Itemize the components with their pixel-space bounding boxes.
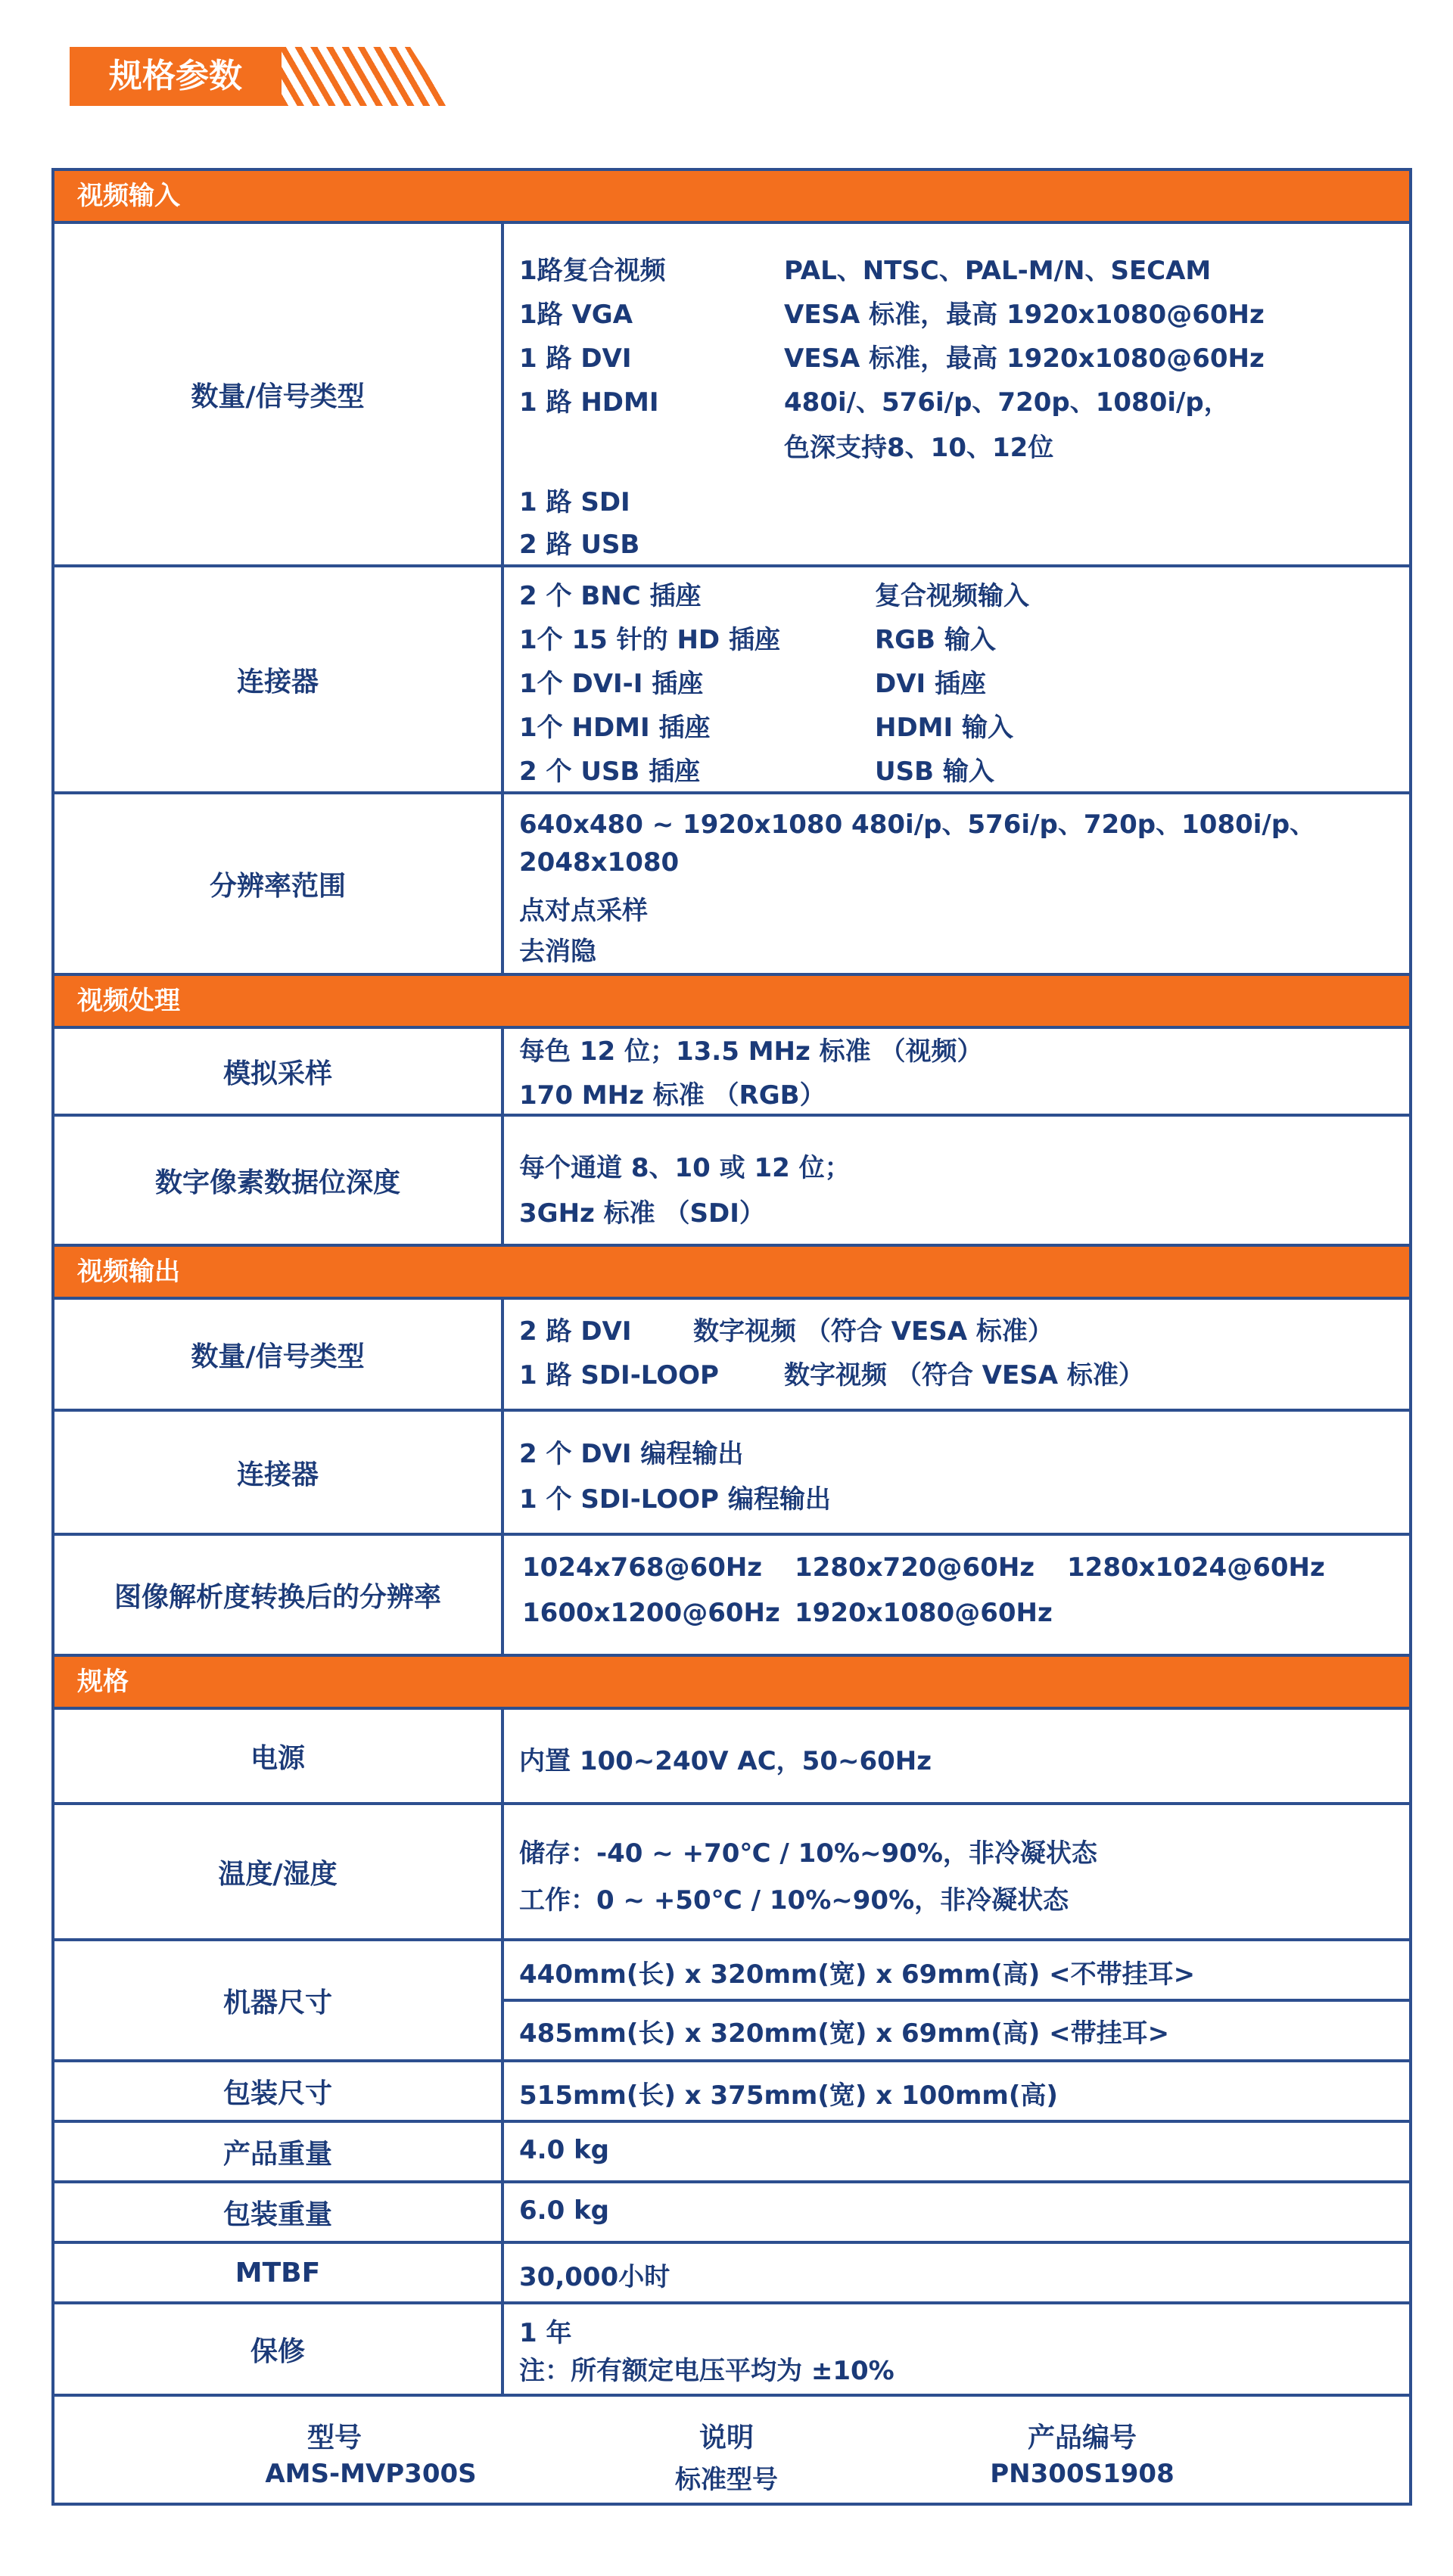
row-value bbox=[504, 1536, 1409, 1654]
row-value bbox=[504, 1710, 1409, 1802]
temp-line: 储存：-40 ~ +70℃ / 10%~90%，非冷凝状态 bbox=[519, 1838, 1097, 1869]
footer-header: 型号 bbox=[306, 2422, 362, 2453]
footer-header: 产品编号 bbox=[1027, 2422, 1137, 2453]
page-title: 规格参数 bbox=[70, 47, 282, 106]
output-connector-line: 2 个 DVI 编程输出 bbox=[519, 1439, 744, 1469]
scaled-resolution-item: 1600x1200@60Hz bbox=[522, 1598, 780, 1628]
row-value bbox=[504, 1117, 1409, 1244]
scaled-resolution-item: 1280x1024@60Hz bbox=[1067, 1552, 1325, 1583]
row-label: 数量/信号类型 bbox=[54, 224, 504, 564]
row-value bbox=[504, 2304, 1409, 2394]
section-header-video-processing: 视频处理 bbox=[54, 976, 1409, 1029]
row-label: 模拟采样 bbox=[54, 1029, 504, 1114]
row-label: 包装重量 bbox=[54, 2183, 504, 2241]
row-scaled-resolution bbox=[54, 1536, 1409, 1657]
row-label: 连接器 bbox=[54, 567, 504, 791]
title-stripes-decoration bbox=[282, 47, 448, 106]
input-signal-left: 2 路 USB bbox=[519, 530, 640, 560]
size-cell bbox=[504, 1941, 1409, 1999]
input-signal-right: 色深支持8、10、12位 bbox=[784, 433, 1054, 463]
row-label: 保修 bbox=[54, 2304, 504, 2394]
row-value bbox=[504, 2123, 1409, 2180]
row-pack-weight bbox=[54, 2183, 1409, 2244]
row-label: 数字像素数据位深度 bbox=[54, 1117, 504, 1244]
size-line: 485mm(长) x 320mm(宽) x 69mm(高) <带挂耳> bbox=[519, 2018, 1170, 2049]
pack-weight-value: 6.0 kg bbox=[519, 2195, 610, 2226]
scaled-resolution-item: 1024x768@60Hz bbox=[522, 1552, 763, 1583]
warranty-line: 1 年 bbox=[519, 2318, 572, 2348]
input-connector-right: RGB 输入 bbox=[875, 625, 996, 655]
output-signal-type: 2 路 DVI bbox=[519, 1316, 632, 1347]
input-signal-right: VESA 标准，最高 1920x1080@60Hz bbox=[784, 300, 1265, 330]
section-header-video-input: 视频输入 bbox=[54, 171, 1409, 224]
row-value bbox=[504, 1029, 1409, 1114]
row-value bbox=[504, 1300, 1409, 1409]
row-mtbf bbox=[54, 2244, 1409, 2304]
page-header bbox=[70, 47, 433, 106]
input-signal-right: PAL、NTSC、PAL-M/N、SECAM bbox=[784, 256, 1212, 286]
row-warranty bbox=[54, 2304, 1409, 2397]
input-signal-left: 1 路 DVI bbox=[519, 343, 632, 374]
footer-value: PN300S1908 bbox=[990, 2459, 1175, 2489]
input-resolution-line: 点对点采样 bbox=[519, 896, 648, 926]
output-signal-desc: 数字视频 （符合 VESA 标准） bbox=[693, 1316, 1053, 1347]
scaled-resolution-item: 1280x720@60Hz bbox=[795, 1552, 1035, 1583]
row-bit-depth bbox=[54, 1117, 1409, 1247]
input-signal-left: 1路 VGA bbox=[519, 300, 633, 330]
depth-line: 每个通道 8、10 或 12 位； bbox=[519, 1153, 851, 1183]
input-connector-right: DVI 插座 bbox=[875, 669, 987, 699]
input-signal-right: 480i/、576i/p、720p、1080i/p， bbox=[784, 387, 1230, 418]
input-resolution-line: 去消隐 bbox=[519, 937, 596, 967]
row-pack-size bbox=[54, 2062, 1409, 2123]
row-value bbox=[504, 567, 1409, 791]
sampling-line: 每色 12 位；13.5 MHz 标准 （视频） bbox=[519, 1036, 983, 1067]
row-input-resolution bbox=[54, 794, 1409, 976]
size-line: 440mm(长) x 320mm(宽) x 69mm(高) <不带挂耳> bbox=[519, 1959, 1196, 1990]
section-header-specs: 规格 bbox=[54, 1657, 1409, 1710]
size-cell bbox=[504, 1999, 1409, 2059]
row-value bbox=[504, 1412, 1409, 1533]
temp-line: 工作：0 ~ +50℃ / 10%~90%，非冷凝状态 bbox=[519, 1885, 1069, 1916]
row-value bbox=[504, 224, 1409, 564]
input-signal-left: 1路复合视频 bbox=[519, 256, 666, 286]
row-label: 连接器 bbox=[54, 1412, 504, 1533]
spec-table bbox=[51, 168, 1412, 2506]
depth-line: 3GHz 标准 （SDI） bbox=[519, 1198, 765, 1229]
input-connector-left: 1个 HDMI 插座 bbox=[519, 713, 711, 743]
row-value bbox=[504, 1805, 1409, 1938]
row-label: MTBF bbox=[54, 2244, 504, 2301]
row-sampling bbox=[54, 1029, 1409, 1117]
output-signal-type: 1 路 SDI-LOOP bbox=[519, 1360, 719, 1391]
row-value bbox=[504, 2062, 1409, 2120]
row-output-connector bbox=[54, 1412, 1409, 1536]
row-label: 产品重量 bbox=[54, 2123, 504, 2180]
row-power bbox=[54, 1710, 1409, 1805]
sampling-line: 170 MHz 标准 （RGB） bbox=[519, 1080, 826, 1111]
input-connector-left: 1个 15 针的 HD 插座 bbox=[519, 625, 780, 655]
row-value bbox=[504, 2183, 1409, 2241]
row-device-size bbox=[54, 1941, 1409, 2062]
input-signal-right: VESA 标准，最高 1920x1080@60Hz bbox=[784, 343, 1265, 374]
output-signal-desc: 数字视频 （符合 VESA 标准） bbox=[784, 1360, 1144, 1391]
scaled-resolution-item: 1920x1080@60Hz bbox=[795, 1598, 1053, 1628]
row-label: 数量/信号类型 bbox=[54, 1300, 504, 1409]
input-connector-right: 复合视频输入 bbox=[875, 581, 1029, 611]
row-label: 图像解析度转换后的分辨率 bbox=[54, 1536, 504, 1654]
warranty-line: 注：所有额定电压平均为 ±10% bbox=[519, 2356, 895, 2386]
weight-value: 4.0 kg bbox=[519, 2135, 610, 2165]
input-connector-left: 2 个 USB 插座 bbox=[519, 757, 701, 787]
footer-value: 标准型号 bbox=[675, 2465, 778, 2495]
mtbf-value: 30,000小时 bbox=[519, 2262, 670, 2292]
input-connector-left: 1个 DVI-I 插座 bbox=[519, 669, 704, 699]
input-connector-left: 2 个 BNC 插座 bbox=[519, 581, 702, 611]
input-signal-left: 1 路 SDI bbox=[519, 487, 630, 517]
row-weight bbox=[54, 2123, 1409, 2183]
row-input-connector bbox=[54, 567, 1409, 794]
row-label: 机器尺寸 bbox=[54, 1941, 504, 2059]
footer-value: AMS-MVP300S bbox=[265, 2459, 477, 2489]
row-label: 电源 bbox=[54, 1710, 504, 1802]
row-output-signal bbox=[54, 1300, 1409, 1412]
section-header-video-output: 视频输出 bbox=[54, 1247, 1409, 1300]
input-connector-right: USB 输入 bbox=[875, 757, 994, 787]
footer-model-info bbox=[54, 2397, 1409, 2506]
footer-header: 说明 bbox=[698, 2422, 755, 2453]
row-value bbox=[504, 1941, 1409, 2059]
input-resolution-line: 2048x1080 bbox=[519, 847, 680, 878]
pack-size-value: 515mm(长) x 375mm(宽) x 100mm(高) bbox=[519, 2080, 1058, 2111]
row-value bbox=[504, 794, 1409, 973]
row-label: 分辨率范围 bbox=[54, 794, 504, 973]
input-resolution-line: 640x480 ~ 1920x1080 480i/p、576i/p、720p、1080i/p、 bbox=[519, 809, 1316, 840]
row-temperature bbox=[54, 1805, 1409, 1941]
input-signal-left: 1 路 HDMI bbox=[519, 387, 659, 418]
row-label: 包装尺寸 bbox=[54, 2062, 504, 2120]
row-input-signal bbox=[54, 224, 1409, 567]
row-label: 温度/湿度 bbox=[54, 1805, 504, 1938]
row-value bbox=[504, 2244, 1409, 2301]
output-connector-line: 1 个 SDI-LOOP 编程输出 bbox=[519, 1484, 831, 1515]
power-value: 内置 100~240V AC，50~60Hz bbox=[519, 1746, 932, 1776]
input-connector-right: HDMI 输入 bbox=[875, 713, 1013, 743]
